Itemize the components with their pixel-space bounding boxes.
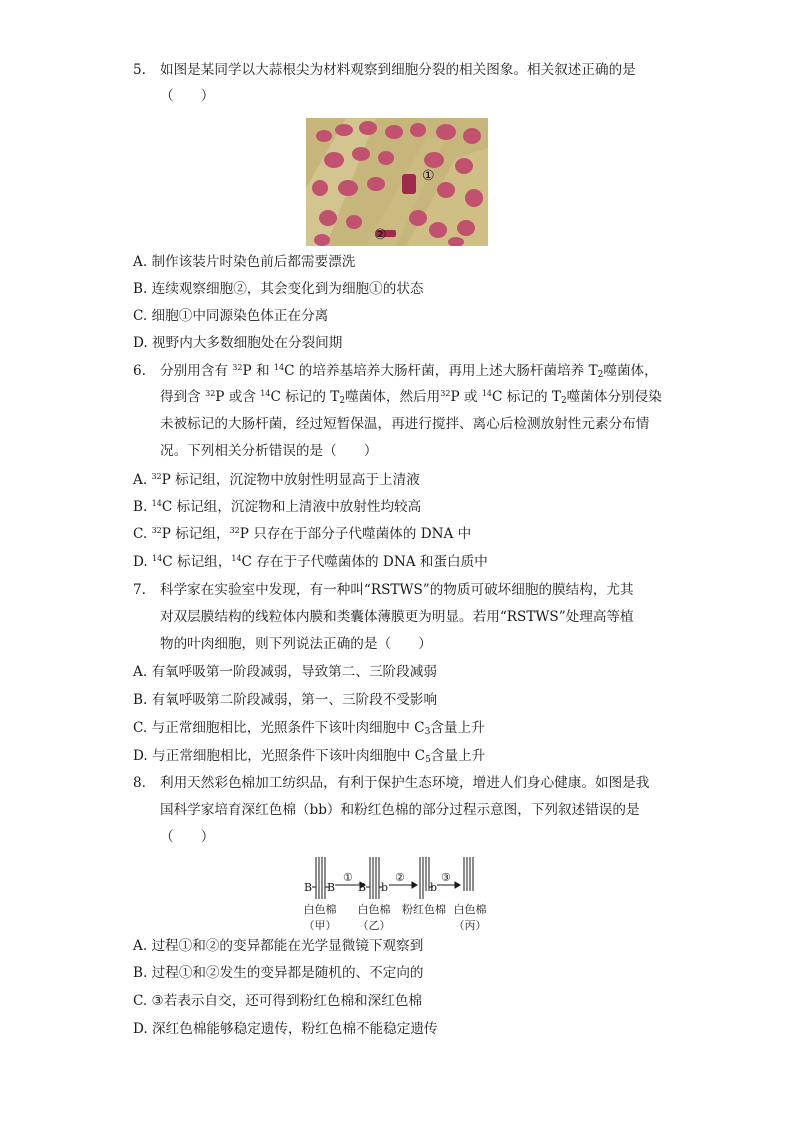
question-6-stem-line-1: 分别用含有 $^{32}$P 和 $^{14}$C 的培养基培养大肠杆菌，再用上述大肠杆菌培养 $T_2$噬菌体，	[160, 363, 658, 380]
q5-option-a: A. 制作该装片时染色前后都需要漂洗	[133, 254, 356, 270]
allele-4: b	[381, 881, 389, 894]
allele-2: B	[327, 881, 336, 894]
step-1: ①	[343, 871, 353, 884]
q8-option-b: B. 过程①和②发生的变异都是随机的、不定向的	[133, 965, 424, 981]
question-8-stem-line-2: 国科学家培育深红色棉（bb）和粉红色棉的部分过程示意图，下列叙述错误的是	[160, 802, 640, 818]
q6-option-b: B. $^{14}$C 标记组，沉淀物和上清液中放射性均较高	[133, 499, 422, 515]
allele-3: B	[358, 881, 367, 894]
question-6-stem-line-3: 未被标记的大肠杆菌，经过短暂保温，再进行搅拌、离心后检测放射性元素分布情	[160, 416, 650, 432]
question-6-number: 6.	[133, 363, 146, 379]
cell-label-1: ①	[422, 168, 435, 184]
q7-option-d: D. 与正常细胞相比，光照条件下该叶肉细胞中 $C_5$含量上升	[133, 748, 486, 765]
allele-5: b	[430, 881, 438, 894]
question-5-stem-line-2: （ ）	[160, 88, 215, 104]
question-7-stem-line-2: 对双层膜结构的线粒体内膜和类囊体薄膜更为明显。若用“RSTWS”处理高等植	[160, 609, 634, 625]
question-8-stem-line-3: （ ）	[160, 829, 215, 845]
tag-1: （甲）	[303, 919, 337, 932]
name-3: 粉红色棉	[402, 903, 446, 916]
q5-option-d: D. 视野内大多数细胞处在分裂间期	[133, 335, 343, 351]
question-7-stem-line-1: 科学家在实验室中发现，有一种叫“RSTWS”的物质可破坏细胞的膜结构，尤其	[160, 582, 634, 598]
q6-option-d: D. $^{14}$C 标记组，$^{14}$C 存在于子代噬菌体的 DNA 和蛋白质中	[133, 554, 488, 570]
step-2: ②	[395, 871, 405, 884]
question-5-number: 5.	[133, 62, 146, 78]
q6-option-c: C. $^{32}$P 标记组，$^{32}$P 只存在于部分子代噬菌体的 DNA 中	[133, 526, 472, 542]
question-5-stem-line-1: 如图是某同学以大蒜根尖为材料观察到细胞分裂的相关图象。相关叙述正确的是	[160, 62, 636, 78]
question-7-stem-line-3: 物的叶肉细胞，则下列说法正确的是（ ）	[160, 636, 432, 652]
tag-3: （丙）	[453, 919, 487, 932]
step-3: ③	[441, 871, 451, 884]
allele-1: B	[304, 881, 313, 894]
cell-label-2: ②	[374, 227, 387, 243]
name-2: 白色棉	[357, 903, 391, 916]
name-1: 白色棉	[303, 903, 337, 916]
q6-option-a: A. $^{32}$P 标记组，沉淀物中放射性明显高于上清液	[133, 472, 420, 488]
q5-option-b: B. 连续观察细胞②，其会变化到为细胞①的状态	[133, 281, 424, 297]
name-4: 白色棉	[453, 903, 487, 916]
q8-option-d: D. 深红色棉能够稳定遗传，粉红色棉不能稳定遗传	[133, 1021, 438, 1037]
q7-option-b: B. 有氧呼吸第二阶段减弱，第一、三阶段不受影响	[133, 692, 438, 708]
question-7-number: 7.	[133, 582, 146, 598]
cotton-breeding-diagram	[300, 855, 490, 933]
root-tip-micrograph	[306, 118, 488, 246]
question-6-stem-line-2: 得到含 $^{32}$P 或含 $^{14}$C 标记的 $T_2$噬菌体，然后用$^{32}$P 或 $^{14}$C 标记的 $T_2$噬菌体分别侵染	[160, 389, 662, 406]
q7-option-c: C. 与正常细胞相比，光照条件下该叶肉细胞中 $C_3$含量上升	[133, 720, 485, 737]
q8-option-a: A. 过程①和②的变异都能在光学显微镜下观察到	[133, 938, 424, 954]
question-8-number: 8.	[133, 775, 146, 791]
tag-2: （乙）	[357, 919, 391, 932]
q7-option-a: A. 有氧呼吸第一阶段减弱，导致第二、三阶段减弱	[133, 664, 437, 680]
q8-option-c: C. ③若表示自交，还可得到粉红色棉和深红色棉	[133, 993, 423, 1009]
q5-option-c: C. 细胞①中同源染色体正在分离	[133, 308, 329, 324]
question-6-stem-line-4: 况。下列相关分析错误的是（ ）	[160, 443, 378, 459]
question-8-stem-line-1: 利用天然彩色棉加工纺织品，有利于保护生态环境，增进人们身心健康。如图是我	[160, 775, 650, 791]
